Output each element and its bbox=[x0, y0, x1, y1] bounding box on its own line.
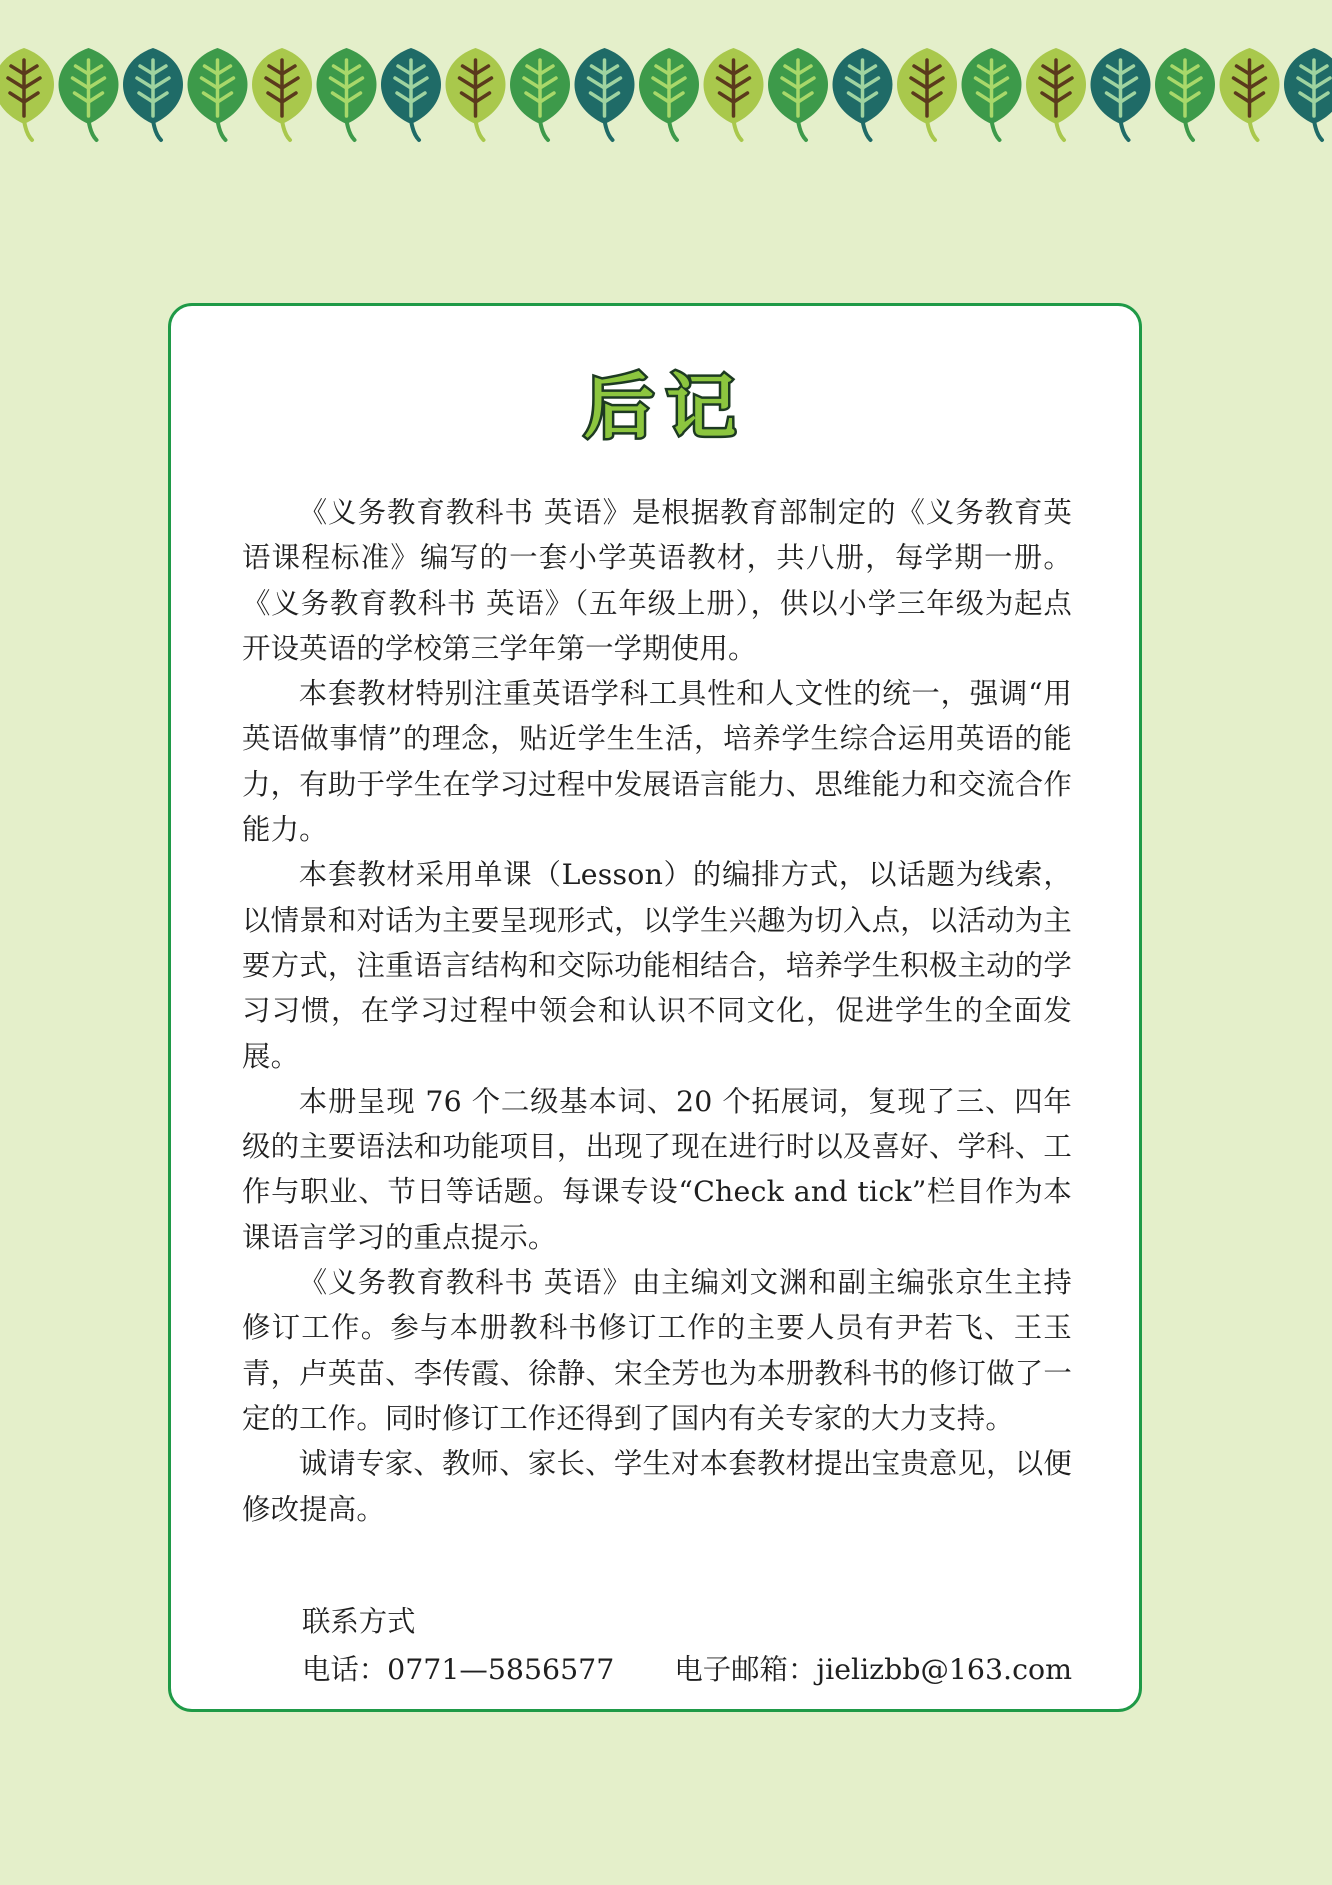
tree-leaf-icon bbox=[704, 48, 764, 140]
paragraph-intro: 《义务教育教科书 英语》是根据教育部制定的《义务教育英语课程标准》编写的一套小学英语教材，共八册，每学期一册。《义务教育教科书 英语》（五年级上册），供以小学三年级为起点开设英语的学校第三学年第一学期使用。 bbox=[242, 496, 1072, 665]
contact-info bbox=[302, 1598, 1072, 1694]
tree-leaf-icon bbox=[1026, 48, 1086, 140]
tree-leaf-icon bbox=[1284, 48, 1332, 140]
tree-leaf-icon bbox=[1091, 48, 1151, 140]
tree-leaf-icon bbox=[897, 48, 957, 140]
tree-leaf-icon bbox=[510, 48, 570, 140]
tree-leaf-icon bbox=[575, 48, 635, 140]
contact-phone: 电话：0771—5856577 bbox=[302, 1653, 615, 1686]
tree-leaf-icon bbox=[59, 48, 119, 140]
tree-leaf-icon bbox=[252, 48, 312, 140]
leaf-border-decoration bbox=[0, 48, 1332, 148]
contact-row bbox=[302, 1646, 1072, 1694]
tree-leaf-icon bbox=[0, 48, 54, 140]
tree-leaf-icon bbox=[188, 48, 248, 140]
tree-leaf-icon bbox=[381, 48, 441, 140]
leaf-row bbox=[0, 48, 1332, 148]
paragraph-philosophy: 本套教材特别注重英语学科工具性和人文性的统一，强调“用英语做事情”的理念，贴近学生生活，培养学生综合运用英语的能力，有助于学生在学习过程中发展语言能力、思维能力和交流合作能力。 bbox=[242, 677, 1072, 847]
tree-leaf-icon bbox=[639, 48, 699, 140]
tree-leaf-icon bbox=[962, 48, 1022, 140]
paragraph-feedback: 诚请专家、教师、家长、学生对本套教材提出宝贵意见，以便修改提高。 bbox=[242, 1447, 1072, 1526]
paragraph-content: 本册呈现 76 个二级基本词、20 个拓展词，复现了三、四年级的主要语法和功能项目，出现了现在进行时以及喜好、学科、工作与职业、节日等话题。每课专设“Check and tick”栏目作为本课语言学习的重点提示。 bbox=[242, 1084, 1072, 1254]
page-title: 后记 bbox=[584, 366, 748, 448]
paragraph-structure: 本套教材采用单课（Lesson）的编排方式，以话题为线索，以情景和对话为主要呈现形式，以学生兴趣为切入点，以活动为主要方式，注重语言结构和交际功能相结合，培养学生积极主动的学习习惯，在学习过程中领会和认识不同文化，促进学生的全面发展。 bbox=[242, 858, 1072, 1073]
tree-leaf-icon bbox=[123, 48, 183, 140]
tree-leaf-icon bbox=[317, 48, 377, 140]
contact-label: 联系方式 bbox=[302, 1605, 416, 1638]
tree-leaf-icon bbox=[833, 48, 893, 140]
tree-leaf-icon bbox=[446, 48, 506, 140]
paragraph-editors: 《义务教育教科书 英语》由主编刘文渊和副主编张京生主持修订工作。参与本册教科书修订工作的主要人员有尹若飞、王玉青，卢英苗、李传霞、徐静、宋全芳也为本册教科书的修订做了一定的工作。同时修订工作还得到了国内有关专家的大力支持。 bbox=[242, 1266, 1072, 1435]
tree-leaf-icon bbox=[768, 48, 828, 140]
tree-leaf-icon bbox=[1220, 48, 1280, 140]
contact-email: 电子邮箱：jielizbb@163.com bbox=[674, 1653, 1072, 1686]
tree-leaf-icon bbox=[1155, 48, 1215, 140]
afterword-body bbox=[242, 490, 1072, 1532]
